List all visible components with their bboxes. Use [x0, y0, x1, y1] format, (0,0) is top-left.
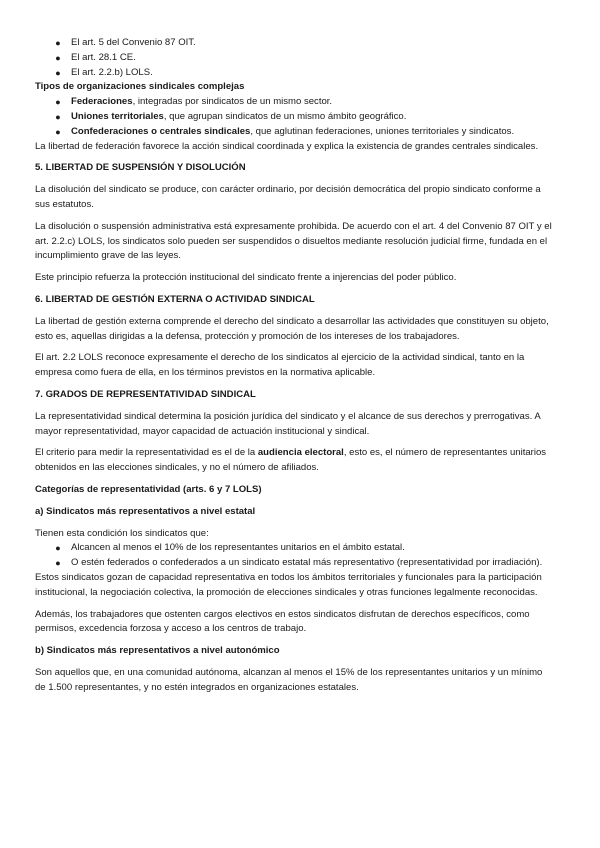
bullet-icon: ●: [55, 126, 61, 137]
state-level-conditions-list: [35, 541, 555, 571]
regional-level-paragraph: Son aquellos que, en una comunidad autónoma, alcanzan al menos el 15% de los representantes unitarios y un mínimo de 1.500 representantes, y no estén integrados en organizaciones estatales.: [35, 666, 543, 693]
state-level-paragraph-2: Además, los trabajadores que ostenten cargos electivos en estos sindicatos disfrutan de derechos específicos, como permisos, excedencia forzosa y acceso a los centros de trabajo.: [35, 608, 530, 635]
list-item: ● Confederaciones o centrales sindicales, que aglutinan federaciones, uniones territoriales y sindicatos.: [35, 125, 555, 140]
bullet-icon: ●: [55, 97, 61, 108]
state-level-intro: Tienen esta condición los sindicatos que:: [35, 527, 209, 539]
section-5-paragraph-2: La disolución o suspensión administrativa está expresamente prohibida. De acuerdo con el art. 4 del Convenio 87 OIT y el art. 2.2.c) LOLS, los sindicatos solo pueden ser suspendidos o disueltos mediante resolución judicial firme, fundada en el incumplimiento grave de las leyes.: [35, 220, 552, 262]
list-item: ● Uniones territoriales, que agrupan sindicatos de un mismo ámbito geográfico.: [35, 110, 555, 125]
bullet-icon: ●: [55, 111, 61, 122]
state-level-paragraph-1: Estos sindicatos gozan de capacidad representativa en todos los ámbitos territoriales y funcionales para la participación institucional, la negociación colectiva, la promoción de elecciones sindicales y otras funciones legalmente reconocidas.: [35, 571, 542, 598]
section-6-title: 6. LIBERTAD DE GESTIÓN EXTERNA O ACTIVIDAD SINDICAL: [35, 293, 315, 305]
categories-heading: Categorías de representatividad (arts. 6 y 7 LOLS): [35, 483, 262, 495]
document-page: [35, 36, 555, 695]
bullet-icon: ●: [55, 543, 61, 554]
list-item: ● El art. 2.2.b) LOLS.: [35, 66, 555, 81]
bullet-icon: ●: [55, 52, 61, 63]
federation-paragraph: La libertad de federación favorece la acción sindical coordinada y explica la existencia de grandes centrales sindicales.: [35, 140, 539, 152]
section-7-paragraph-1: La representatividad sindical determina la posición jurídica del sindicato y el alcance de sus derechos y prerrogativas. A mayor representatividad, mayor capacidad de actuación institucional y sindical.: [35, 410, 541, 437]
section-6-paragraph-2: El art. 2.2 LOLS reconoce expresamente el derecho de los sindicatos al ejercicio de la actividad sindical, tanto en la empresa como fuera de ella, en los términos previstos en la normativa aplicable.: [35, 352, 525, 379]
legal-references-list: [35, 36, 555, 80]
bullet-icon: ●: [55, 558, 61, 569]
list-item: ● El art. 28.1 CE.: [35, 51, 555, 66]
list-item: ● O estén federados o confederados a un sindicato estatal más representativo (representatividad por irradiación).: [35, 556, 555, 571]
bullet-icon: ●: [55, 67, 61, 78]
list-item: ● El art. 5 del Convenio 87 OIT.: [35, 36, 555, 51]
section-7-paragraph-2: El criterio para medir la representatividad es el de la audiencia electoral, esto es, el número de representantes unitarios obtenidos en las elecciones sindicales, y no el número de afiliados.: [35, 447, 547, 474]
section-5-title: 5. LIBERTAD DE SUSPENSIÓN Y DISOLUCIÓN: [35, 162, 246, 174]
regional-level-heading: b) Sindicatos más representativos a nivel autonómico: [35, 645, 280, 657]
bullet-icon: ●: [55, 38, 61, 48]
section-5-paragraph-3: Este principio refuerza la protección institucional del sindicato frente a injerencias del poder público.: [35, 272, 457, 284]
list-item: ● Federaciones, integradas por sindicatos de un mismo sector.: [35, 95, 555, 110]
state-level-heading: a) Sindicatos más representativos a nivel estatal: [35, 505, 256, 517]
section-5-paragraph-1: La disolución del sindicato se produce, con carácter ordinario, por decisión democrática del propio sindicato conforme a sus estatutos.: [35, 184, 541, 210]
section-7-title: 7. GRADOS DE REPRESENTATIVIDAD SINDICAL: [35, 388, 256, 400]
list-item: ● Alcancen al menos el 10% de los representantes unitarios en el ámbito estatal.: [35, 541, 555, 556]
section-6-paragraph-1: La libertad de gestión externa comprende el derecho del sindicato a desarrollar las actividades que constituyen su objeto, esto es, aquellas dirigidas a la defensa, protección y promoción de los intereses de los trabajadores.: [35, 315, 549, 342]
complex-types-heading: Tipos de organizaciones sindicales complejas: [35, 81, 245, 93]
complex-types-list: [35, 95, 555, 139]
